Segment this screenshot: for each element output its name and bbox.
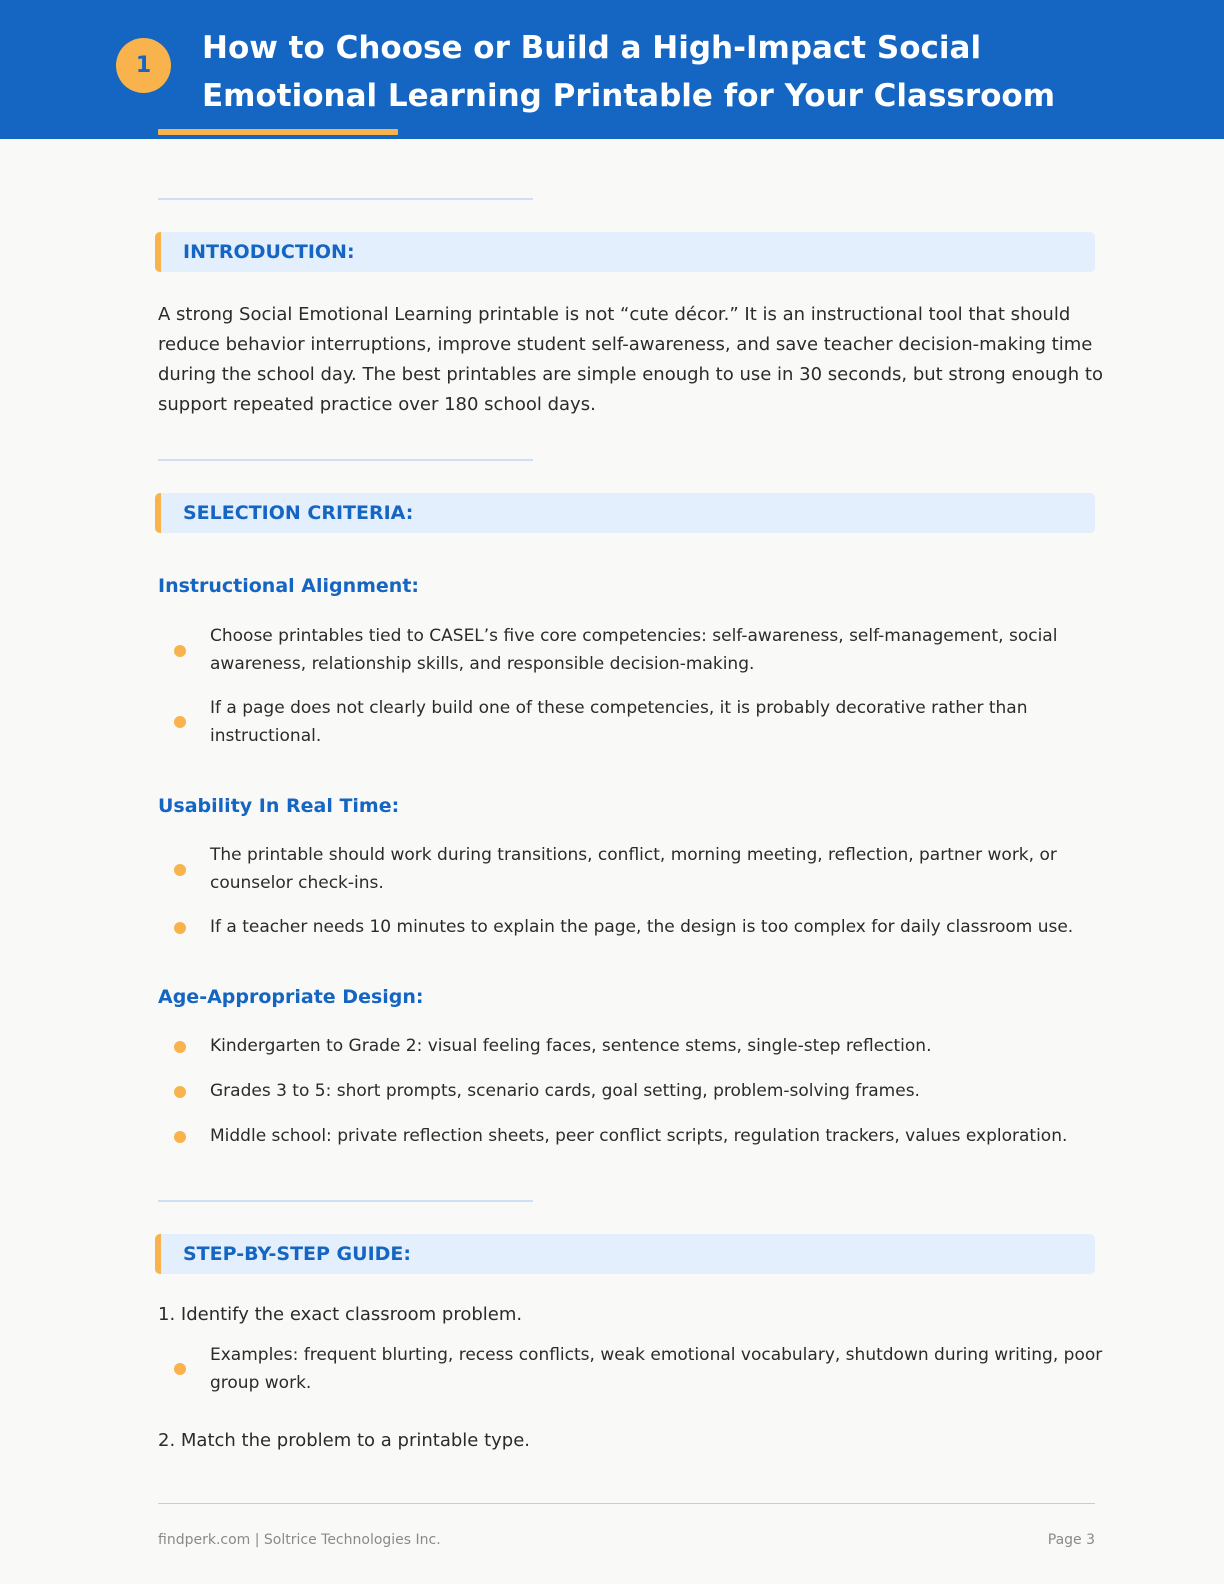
step-item: 2. Match the problem to a printable type. <box>158 1430 531 1451</box>
list-item: Middle school: private reflection sheets, peer conflict scripts, regulation trackers, values exploration. <box>210 1126 1068 1146</box>
section-divider <box>158 459 533 461</box>
section-heading-label: INTRODUCTION: <box>183 241 355 263</box>
page-title: How to Choose or Build a High-Impact Social Emotional Learning Printable for Your Classroom <box>202 30 1056 114</box>
section-heading-selection-criteria <box>155 493 1095 533</box>
bullet-dot <box>174 1086 186 1098</box>
section-heading-introduction <box>155 232 1095 272</box>
list-item: If a teacher needs 10 minutes to explain the page, the design is too complex for daily classroom use. <box>210 917 1074 937</box>
bullet-dot <box>174 1363 186 1375</box>
list-item: Examples: frequent blurting, recess conflicts, weak emotional vocabulary, shutdown during writing, poor group work. <box>210 1345 1103 1393</box>
list-item: Kindergarten to Grade 2: visual feeling faces, sentence stems, single-step reflection. <box>210 1036 932 1056</box>
bullet-dot <box>174 922 186 934</box>
page-number: Page 3 <box>1047 1532 1095 1548</box>
section-heading-step-by-step-guide <box>155 1234 1095 1274</box>
section-heading-label: SELECTION CRITERIA: <box>183 502 414 524</box>
section-heading-label: STEP-BY-STEP GUIDE: <box>183 1243 411 1265</box>
subheading-age-appropriate-design: Age-Appropriate Design: <box>158 986 424 1008</box>
introduction-paragraph: A strong Social Emotional Learning printable is not “cute décor.” It is an instructional tool that should reduce behavior interruptions, improve student self-awareness, and save teacher decision-making time during the school day. The best printables are simple enough to use in 30 seconds, but strong enough to support repeated practice over 180 school days. <box>158 304 1103 415</box>
subheading-instructional-alignment: Instructional Alignment: <box>158 575 420 597</box>
list-item: If a page does not clearly build one of these competencies, it is probably decorative rather than instructional. <box>210 698 1028 746</box>
list-item: Choose printables tied to CASEL’s five core competencies: self-awareness, self-management, social awareness, relationship skills, and responsible decision-making. <box>210 626 1058 674</box>
section-divider <box>158 1200 533 1202</box>
bullet-dot <box>174 1131 186 1143</box>
subheading-usability-in-real-time: Usability In Real Time: <box>158 795 400 817</box>
bullet-dot <box>174 864 186 876</box>
section-divider <box>158 198 533 200</box>
title-accent-underline <box>158 129 398 135</box>
footer-divider <box>158 1503 1095 1504</box>
list-item: The printable should work during transitions, conflict, morning meeting, reflection, partner work, or counselor check-ins. <box>210 845 1057 893</box>
footer-source: findperk.com | Soltrice Technologies Inc. <box>158 1532 441 1548</box>
bullet-dot <box>174 645 186 657</box>
section-number-badge: 1 <box>116 38 171 93</box>
page-header <box>0 0 1224 139</box>
bullet-dot <box>174 716 186 728</box>
bullet-dot <box>174 1041 186 1053</box>
list-item: Grades 3 to 5: short prompts, scenario cards, goal setting, problem-solving frames. <box>210 1081 920 1101</box>
step-item: 1. Identify the exact classroom problem. <box>158 1304 523 1325</box>
